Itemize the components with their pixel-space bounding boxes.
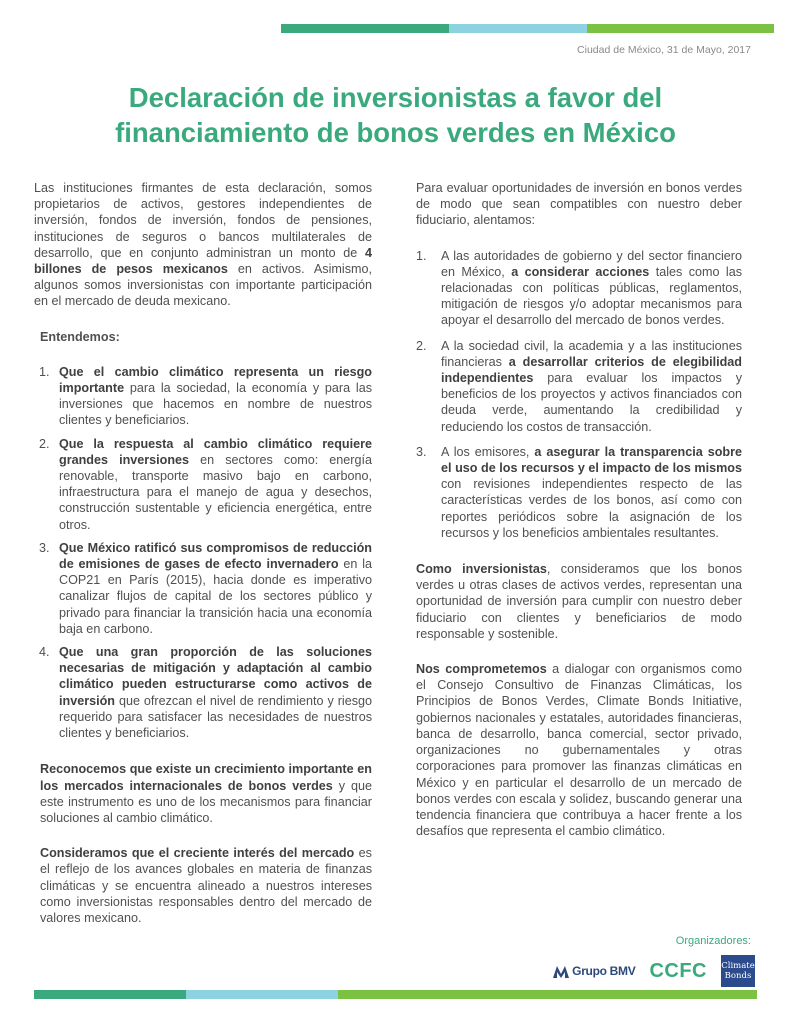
right-column: [416, 180, 742, 858]
list-item: 3. Que México ratificó sus compromisos de reducción de emisiones de gases de efecto invernadero en la COP21 en París (2015), hacia donde es imperativo canalizar flujos de capital de los sectores público y privado para financiar la transición hacia una economía baja en carbono.: [39, 540, 372, 636]
intro-paragraph: Las instituciones firmantes de esta declaración, somos propietarios de activos, gestores independientes de inversión, fondos de inversión, fondos de pensiones, instituciones de seguros o bancos multilaterales de desarrollo, que en conjunto administran un monto de 4 billones de pesos mexicanos en activos. Asimismo, algunos somos inversionistas con importante participación en el mercado de deuda mexicano.: [34, 181, 372, 309]
como-inversionistas-paragraph: Como inversionistas, consideramos que los bonos verdes u otras clases de activos verdes, representan una oportunidad de inversión para cumplir con nuestro deber fiduciario con clientes y beneficiarios de modo responsable y sostenible.: [416, 562, 742, 641]
list-item: 2. Que la respuesta al cambio climático requiere grandes inversiones en sectores como: energía renovable, transporte masivo bajo en carbono, infraestructura para el manejo de agua y desechos, construcción sustentable y eficiencia energética, entre otros.: [39, 436, 372, 532]
bottom-color-bar: [34, 990, 757, 999]
alentamos-list: [416, 248, 742, 541]
document-title: Declaración de inversionistas a favor del financiamiento de bonos verdes en México: [115, 82, 676, 148]
top-color-bar: [281, 24, 774, 33]
list-item: 1. Que el cambio climático representa un riesgo importante para la sociedad, la economía y para las inversiones que hacemos en nombre de nuestros clientes y beneficiarios.: [39, 364, 372, 428]
grupo-bmv-logo: Grupo BMV: [553, 964, 635, 978]
climate-bonds-logo: Climate Bonds: [721, 955, 755, 987]
reconocemos-paragraph: Reconocemos que existe un crecimiento importante en los mercados internacionales de bonos verdes y que este instrumento es uno de los mecanismos para financiar soluciones al cambio climático.: [40, 762, 372, 825]
left-column: [34, 180, 372, 945]
document-date: Ciudad de México, 31 de Mayo, 2017: [577, 44, 751, 56]
list-item: 1. A las autoridades de gobierno y del sector financiero en México, a considerar acciones tales como las relacionadas con políticas públicas, reglamentos, mitigación de riesgos y/o adoptar mecanismos para apoyar el desarrollo del mercado de bonos verdes.: [416, 248, 742, 328]
ccfc-logo: CCFC: [649, 959, 707, 982]
consideramos-paragraph: Consideramos que el creciente interés del mercado es el reflejo de los avances globales en materia de finanzas climáticas y se encuentra alineado a nuestros intereses como inversionistas responsables dentro del mercado de valores mexicano.: [40, 846, 372, 925]
nos-comprometemos-paragraph: Nos comprometemos a dialogar con organismos como el Consejo Consultivo de Finanzas Climáticas, los Principios de Bonos Verdes, Climate Bonds Initiative, gobiernos nacionales y estatales, autoridades financieras, banca de desarrollo, banca comercial, sector privado, organizaciones no gubernamentales y otras corporaciones para promover las finanzas climáticas en México y en particular el desarrollo de un mercado de bonos verdes con escala y solidez, buscando generar una tendencia financiera que contribuya a hacer frente a los desafíos que representa el cambio climático.: [416, 662, 742, 839]
organizers-label: Organizadores:: [675, 935, 751, 947]
list-item: 3. A los emisores, a asegurar la transparencia sobre el uso de los recursos y el impacto de los mismos con revisiones independientes respecto de las características verdes de los bonos, así como con reportes periódicos sobre la asignación de los recursos y los beneficios ambientales resultantes.: [416, 444, 742, 540]
list-item: 4. Que una gran proporción de las soluciones necesarias de mitigación y adaptación al cambio climático pueden estructurarse como activos de inversión que ofrezcan el nivel de rendimiento y riesgo requerido para satisfacer las necesidades de nuestros clientes y beneficiarios.: [39, 645, 372, 741]
organizer-logos: [553, 955, 755, 987]
entendemos-heading: Entendemos:: [40, 329, 120, 344]
bmv-mark-icon: [553, 964, 569, 978]
list-item: 2. A la sociedad civil, la academia y a las instituciones financieras a desarrollar criterios de elegibilidad independientes para evaluar los impactos y beneficios de los proyectos y activos financiados con deuda verde, aumentando la credibilidad y reduciendo los costos de transacción.: [416, 338, 742, 434]
alentamos-intro: Para evaluar oportunidades de inversión en bonos verdes de modo que sean compatibles con nuestro deber fiduciario, alentamos:: [416, 181, 742, 228]
entendemos-list: [34, 364, 372, 741]
